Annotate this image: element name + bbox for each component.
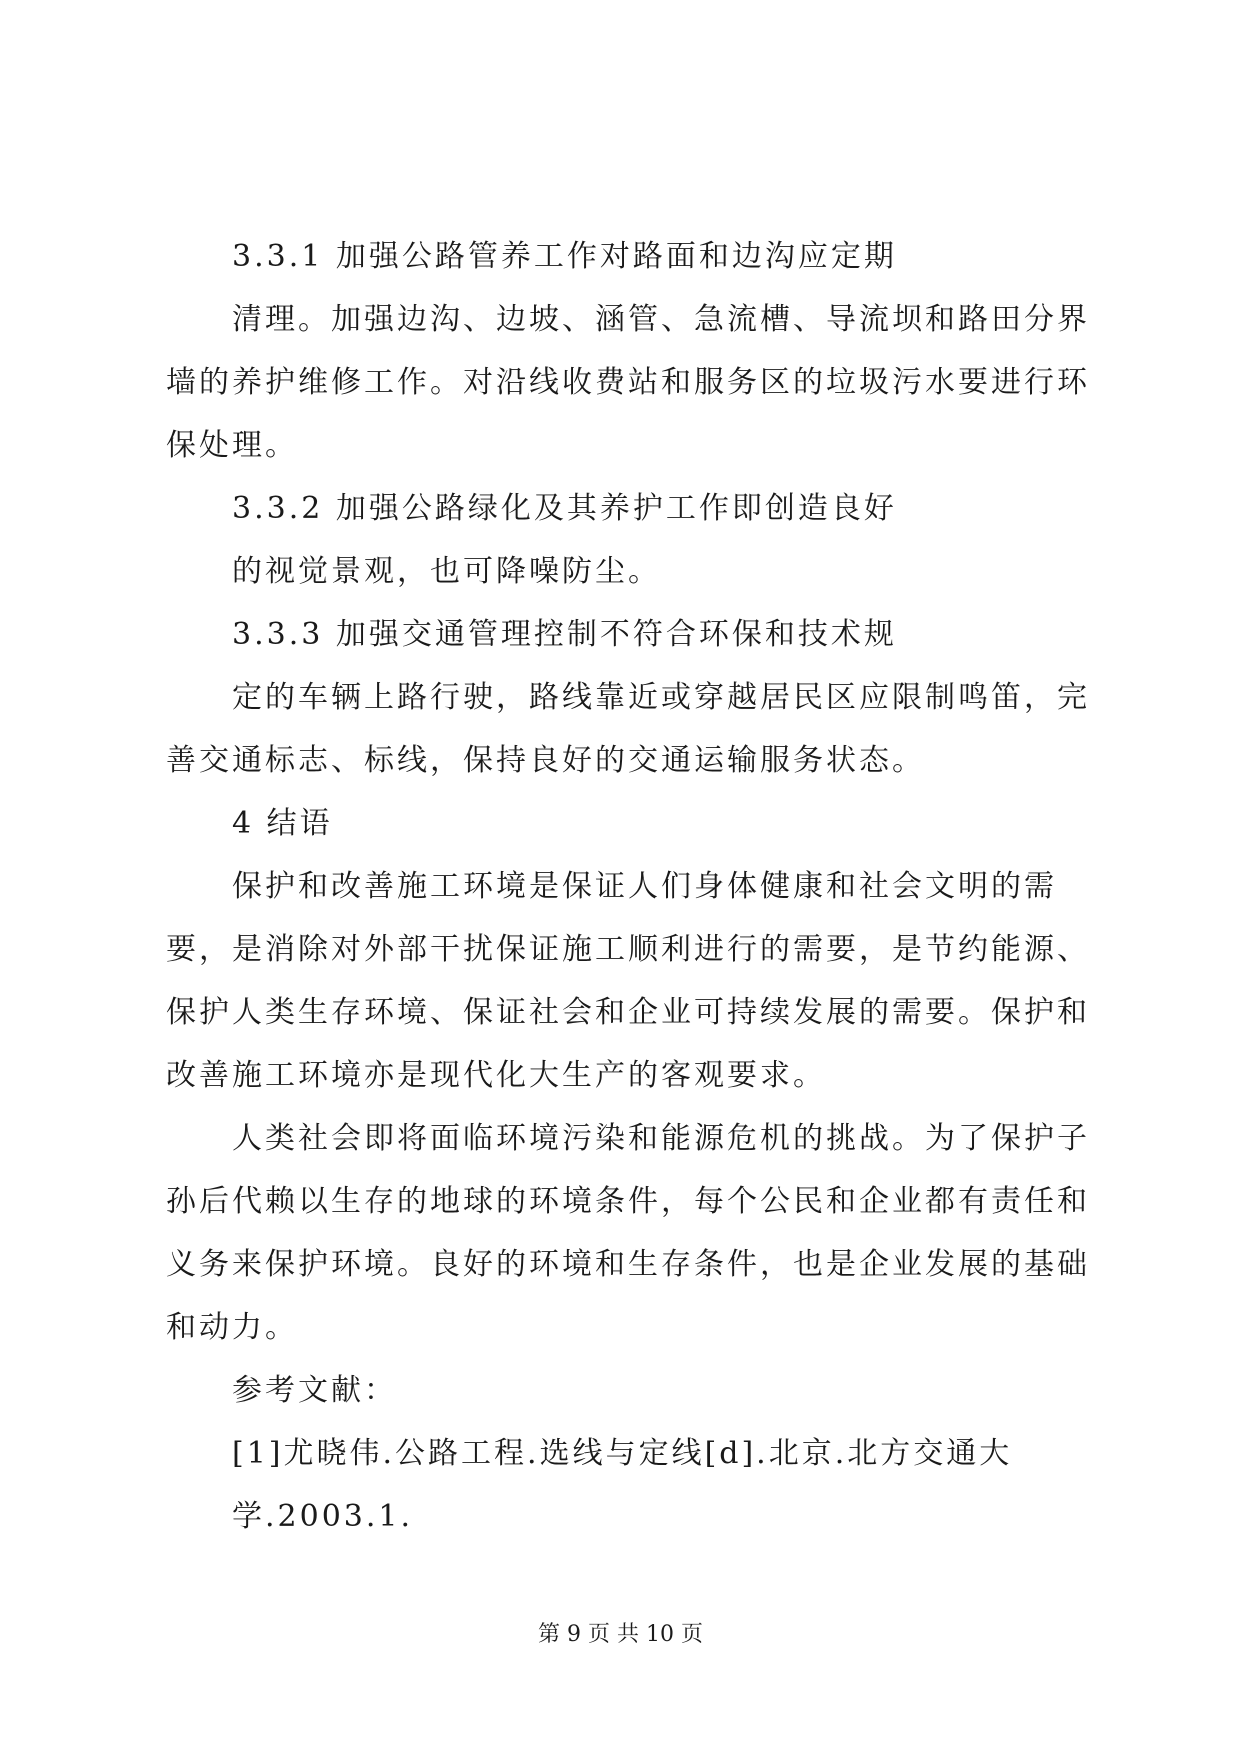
text-line: 善交通标志、标线，保持良好的交通运输服务状态。 (166, 743, 925, 778)
text-line: 人类社会即将面临环境污染和能源危机的挑战。为了保护子 (232, 1121, 1090, 1156)
page-footer: 第 9 页 共 10 页 (538, 1622, 703, 1647)
text-line: 定的车辆上路行驶，路线靠近或穿越居民区应限制鸣笛，完 (232, 680, 1090, 715)
reference-entry: [1]尤晓伟.公路工程.选线与定线[d].北京.北方交通大 (232, 1436, 1013, 1471)
text-line: 改善施工环境亦是现代化大生产的客观要求。 (166, 1058, 826, 1093)
text-line: 3.3.1 加强公路管养工作对路面和边沟应定期 (232, 239, 897, 274)
text-line: 清理。加强边沟、边坡、涵管、急流槽、导流坝和路田分界 (232, 302, 1090, 337)
text-line: 保处理。 (166, 428, 298, 463)
text-line: 保护和改善施工环境是保证人们身体健康和社会文明的需 (232, 869, 1057, 904)
text-line: 保护人类生存环境、保证社会和企业可持续发展的需要。保护和 (166, 995, 1090, 1030)
text-line: 孙后代赖以生存的地球的环境条件，每个公民和企业都有责任和 (166, 1184, 1090, 1219)
section-heading: 4 结语 (232, 806, 333, 841)
text-line: 墙的养护维修工作。对沿线收费站和服务区的垃圾污水要进行环 (166, 365, 1090, 400)
text-line: 和动力。 (166, 1310, 298, 1345)
references-heading: 参考文献： (232, 1373, 397, 1408)
text-line: 义务来保护环境。良好的环境和生存条件，也是企业发展的基础 (166, 1247, 1090, 1282)
text-line: 要，是消除对外部干扰保证施工顺利进行的需要，是节约能源、 (166, 932, 1090, 967)
text-line: 3.3.3 加强交通管理控制不符合环保和技术规 (232, 617, 897, 652)
reference-entry-continued: 学.2003.1. (232, 1499, 414, 1534)
text-line: 的视觉景观，也可降噪防尘。 (232, 554, 661, 589)
text-line: 3.3.2 加强公路绿化及其养护工作即创造良好 (232, 491, 897, 526)
